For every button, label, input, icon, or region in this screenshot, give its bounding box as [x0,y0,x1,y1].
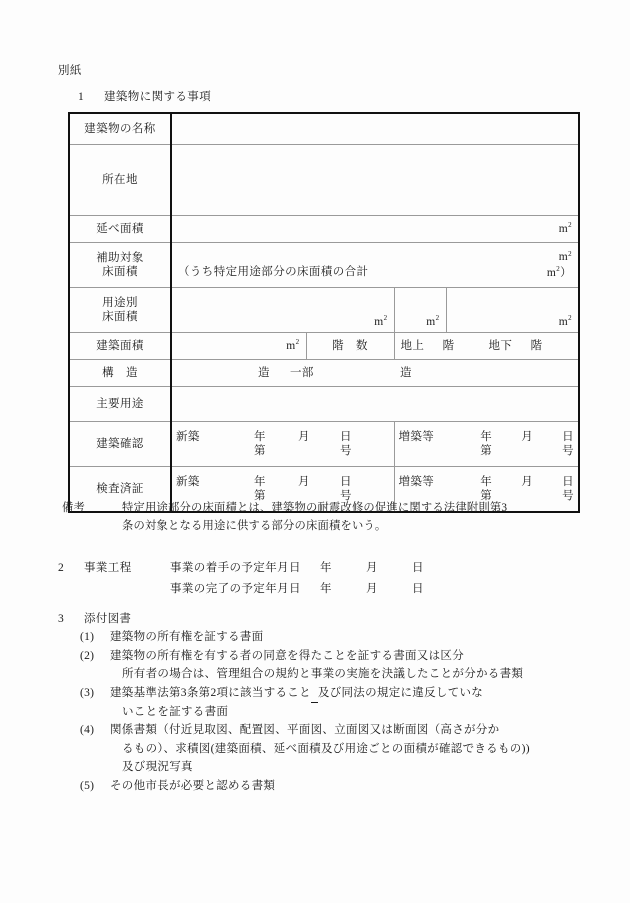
label-extension: 増築等 [398,430,435,443]
unit-use-area-2: m [426,315,436,328]
list-item [80,684,588,721]
value-building-name[interactable] [171,113,579,145]
subsidy-area-note: （うち特定用途部分の床面積の合計 [178,266,369,279]
label-day: 日 [340,475,352,488]
value-floors[interactable] [394,333,579,360]
section-2-title: 事業工程 [84,562,132,574]
subsidy-note-close-paren: ） [560,266,572,279]
list-item-text-cont: 所有者の場合は、管理組合の規約と事業の実施を決議したことが分かる書類 [122,668,524,681]
unit-superscript: 2 [568,250,572,259]
section-3-title: 添付図書 [84,613,132,625]
structure-partial: 一部 [290,366,314,379]
unit-superscript: 2 [295,338,300,347]
section-1-heading [78,88,211,104]
section-1-number: 1 [78,91,85,103]
remark-text-1: 特定用途部分の床面積とは、建築物の耐震改修の促進に関する法律附則第3 [122,502,508,514]
attachment-label: 別紙 [58,65,82,77]
label-subsidy-area-line2: 床面積 [102,266,138,278]
label-month: 月 [298,475,310,488]
value-structure[interactable] [171,360,579,387]
schedule-end-label: 事業の完了の予定年月日 [170,582,301,595]
label-year: 年 [320,582,332,595]
label-above-ground: 地上 [400,339,425,352]
value-confirmation-extension[interactable] [394,422,579,467]
label-month: 月 [366,582,378,595]
section-1-title: 建築物に関する事項 [104,91,212,103]
list-item-text: 建築物の所有権を有する者の同意を得たことを証する書面又は区分 [110,649,464,662]
list-item-text: 建築基準法第3条第2項に該当すること [110,686,311,699]
section-2-line-2 [58,579,458,600]
label-below-ground: 地下 [488,339,513,352]
list-item-text-cont: るもの）、求積図(建築面積、延べ面積及び用途ごとの面積が確認できるもの)) [122,742,530,755]
value-main-use[interactable] [171,387,579,422]
label-new-build: 新築 [176,475,200,488]
list-item [80,628,588,647]
unit-building-area: m [286,340,296,353]
list-marker: (1) [80,631,95,643]
unit-superscript: 2 [556,264,561,273]
list-item-text: その他市長が必要と認める書類 [110,780,276,792]
table-row-use-area [69,288,579,333]
label-subsidy-area [69,243,171,288]
label-subsidy-area-line1: 補助対象 [96,251,144,264]
list-item [80,721,588,777]
label-building-area: 建築面積 [69,333,171,360]
unit-superscript: 2 [568,221,572,230]
label-number-suffix: 号 [340,445,352,457]
table-row-structure [69,360,579,387]
unit-subsidy-area: m [558,251,569,264]
value-total-floor-area[interactable] [171,216,579,243]
unit-use-area-1: m [374,315,384,328]
label-month: 月 [298,430,310,443]
schedule-end-date[interactable] [320,583,458,595]
value-subsidy-area[interactable] [171,243,579,288]
label-day: 日 [412,582,424,595]
label-day: 日 [562,430,574,443]
label-address: 所在地 [69,145,171,216]
list-item [80,647,588,684]
attachment-list [58,628,588,796]
list-item-text: 関係書類（付近見取図、配置図、平面図、立面図又は断面図（高さが分か [110,724,500,737]
label-year: 年 [320,562,332,574]
table-row-confirmation [69,422,579,467]
value-use-area-3[interactable] [446,288,579,333]
label-month: 月 [366,562,378,574]
label-number-suffix: 号 [340,490,352,502]
label-building-name: 建築物の名称 [69,113,171,145]
unit-above-ground: 階 [442,339,455,352]
label-use-area-line1: 用途別 [102,296,138,309]
schedule-start-date[interactable] [320,562,458,574]
remark-tag: 備考 [62,502,85,514]
label-year: 年 [480,430,493,443]
list-item-text-cont-2: 及び現況写真 [122,761,193,774]
list-marker: (4) [80,724,95,737]
table-row-main-use [69,387,579,422]
unit-below-ground: 階 [530,339,543,352]
label-number-prefix: 第 [254,445,266,457]
label-year: 年 [254,475,266,488]
label-number-prefix: 第 [254,490,266,502]
label-number-suffix: 号 [562,490,574,502]
structure-word-2: 造 [400,366,412,379]
list-marker: (3) [80,686,95,699]
section-2-number: 2 [58,562,65,574]
label-structure: 構 造 [69,360,171,387]
value-address[interactable] [171,145,579,216]
value-use-area-2[interactable] [394,288,446,333]
table-row-building-area [69,333,579,360]
label-day: 日 [340,430,352,443]
unit-superscript: 2 [568,313,572,322]
table-row-building-name [69,113,579,145]
value-use-area-1[interactable] [171,288,394,333]
remark-text-2: 条の対象となる用途に供する部分の床面積をいう。 [122,519,387,532]
label-new-build: 新築 [176,430,200,443]
section-3-block [58,610,588,796]
label-month: 月 [521,430,534,443]
section-2-line-1 [58,558,458,579]
label-day: 日 [562,475,574,488]
list-item-text-after-mark: 及び同法の規定に違反していな [317,686,484,699]
list-marker: (2) [80,649,95,662]
unit-total-floor-area: m [558,223,569,236]
unit-superscript: 2 [383,313,388,322]
section-2-block [58,558,458,599]
label-extension: 増築等 [398,475,435,488]
remark-line-1 [62,500,582,518]
label-confirmation: 建築確認 [69,422,171,467]
label-day: 日 [412,562,424,574]
building-info-table [68,112,580,513]
label-inspection: 検査済証 [69,467,171,513]
label-number-suffix: 号 [562,445,574,457]
label-use-area-line2: 床面積 [102,311,138,323]
value-confirmation-new[interactable] [171,422,394,467]
label-floors: 階 数 [306,333,394,360]
list-item-text-cont: いことを証する書面 [122,705,229,718]
section-3-heading [58,610,588,626]
value-building-area[interactable] [171,333,306,360]
label-number-prefix: 第 [480,490,493,502]
section-3-number: 3 [58,613,65,625]
unit-use-area-3: m [558,315,569,328]
label-main-use: 主要用途 [69,387,171,422]
label-year: 年 [254,430,266,443]
unit-subsidy-note: m [546,266,557,279]
list-item-text: 建築物の所有権を証する書面 [110,631,264,643]
label-use-area [69,288,171,333]
list-item [80,777,588,796]
table-row-address [69,145,579,216]
schedule-start-label: 事業の着手の予定年月日 [170,562,301,574]
subsidy-area-note-unit [547,265,572,280]
label-total-floor-area: 延べ面積 [69,216,171,243]
list-marker: (5) [80,780,95,792]
unit-superscript: 2 [435,313,440,322]
label-year: 年 [480,475,493,488]
structure-word-1: 造 [258,366,270,379]
table-row-total-floor-area [69,216,579,243]
label-month: 月 [521,475,534,488]
table-row-subsidy-area [69,243,579,288]
remark-block [62,500,582,535]
label-number-prefix: 第 [480,445,493,457]
